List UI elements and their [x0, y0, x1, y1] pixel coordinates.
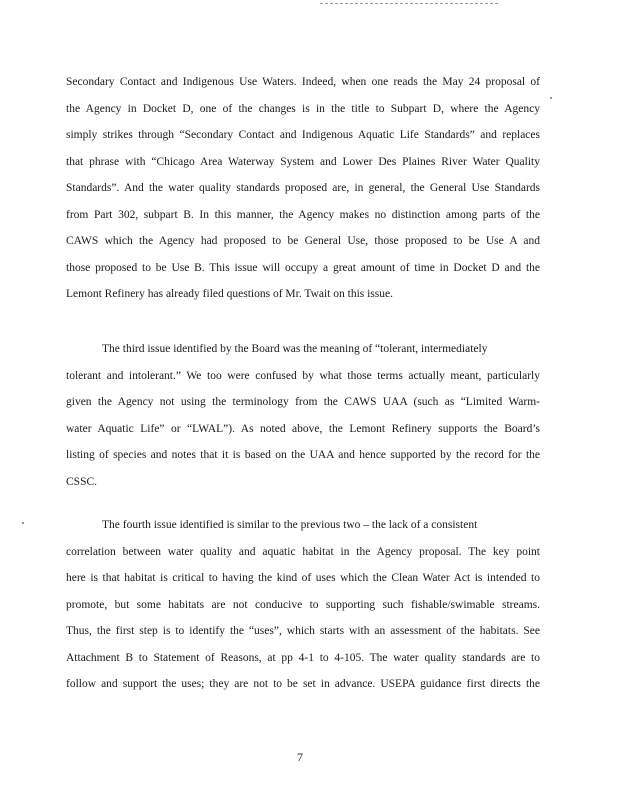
text-line: correlation between water quality and aquatic habitat in the Agency proposal. The key point — [66, 545, 540, 558]
scan-artifact-line — [320, 3, 498, 4]
text-line: Lemont Refinery has already filed questions of Mr. Twait on this issue. — [66, 288, 393, 300]
text-line: from Part 302, subpart B. In this manner, the Agency makes no distinction among parts of the — [66, 208, 540, 221]
text-line: The third issue identified by the Board was the meaning of “tolerant, intermediately — [102, 343, 488, 355]
text-line: The fourth issue identified is similar to the previous two – the lack of a consistent — [102, 519, 478, 531]
paragraph-3 — [66, 518, 540, 691]
paragraph-2 — [66, 342, 540, 489]
text-line: Secondary Contact and Indigenous Use Waters. Indeed, when one reads the May 24 proposal of — [66, 76, 540, 88]
text-line: here is that habitat is critical to having the kind of uses which the Clean Water Act is intended to — [66, 572, 540, 584]
text-line: follow and support the uses; they are not to be set in advance. USEPA guidance first directs the — [66, 678, 540, 690]
page-number: 7 — [297, 750, 303, 764]
text-line: those proposed to be Use B. This issue will occupy a great amount of time in Docket D and the — [66, 261, 540, 274]
text-line: Thus, the first step is to identify the “uses”, which starts with an assessment of the habitats. See — [66, 625, 540, 637]
text-line: listing of species and notes that it is based on the UAA and hence supported by the record for the — [66, 449, 540, 461]
text-line: Attachment B to Statement of Reasons, at pp 4-1 to 4-105. The water quality standards are to — [66, 651, 540, 664]
text-line: that phrase with “Chicago Area Waterway System and Lower Des Plaines River Water Quality — [66, 155, 540, 168]
text-line: tolerant and intolerant.” We too were confused by what those terms actually meant, particularly — [66, 369, 540, 382]
text-line: water Aquatic Life” or “LWAL”). As noted above, the Lemont Refinery supports the Board’s — [66, 422, 540, 435]
text-line: promote, but some habitats are not conducive to supporting such fishable/swimable streams. — [66, 598, 540, 611]
paragraph-1 — [66, 75, 540, 301]
text-line: Standards”. And the water quality standards proposed are, in general, the General Use Standards — [66, 182, 540, 194]
text-line: the Agency in Docket D, one of the changes is in the title to Subpart D, where the Agency — [66, 102, 540, 115]
text-line: CAWS which the Agency had proposed to be General Use, those proposed to be Use A and — [66, 235, 540, 247]
scan-speck — [22, 522, 24, 524]
text-line: CSSC. — [66, 475, 98, 488]
text-line: simply strikes through “Secondary Contact and Indigenous Aquatic Life Standards” and replaces — [66, 129, 540, 141]
text-line: given the Agency not using the terminology from the CAWS UAA (such as “Limited Warm- — [66, 396, 540, 408]
scan-speck — [550, 97, 552, 99]
